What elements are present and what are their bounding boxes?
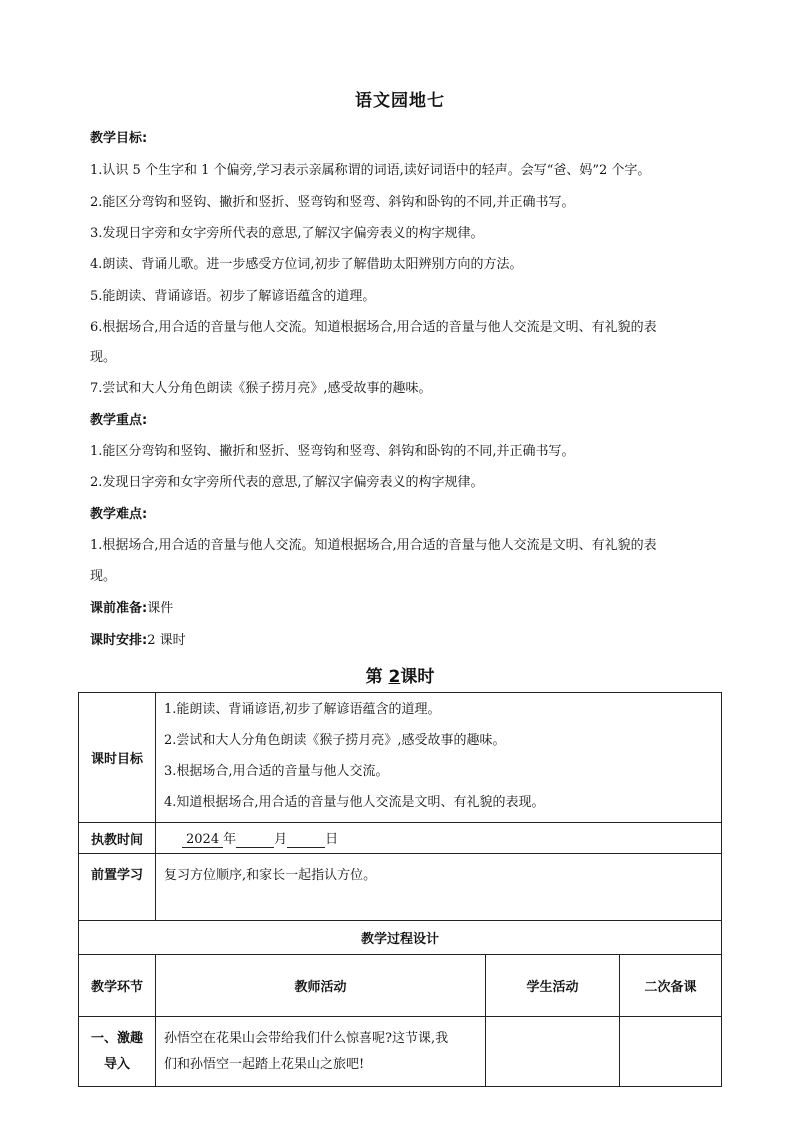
objective-2: 2.能区分弯钩和竖钩、撇折和竖折、竖弯钩和竖弯、斜钩和卧钩的不同,并正确书写。	[90, 195, 575, 210]
lesson-plan-table	[78, 692, 722, 1087]
header-notes: 二次备课	[620, 955, 722, 1017]
schedule-line	[90, 629, 186, 648]
difficulties-heading: 教学难点:	[90, 507, 148, 522]
stage-line-2: 导入	[103, 1056, 130, 1072]
second-prep-cell	[620, 1017, 722, 1087]
goal-3: 3.根据场合,用合适的音量与他人交流。	[164, 764, 389, 779]
objective-5: 5.能朗读、背诵谚语。初步了解谚语蕴含的道理。	[90, 289, 376, 304]
key-point-1: 1.能区分弯钩和竖钩、撇折和竖折、竖弯钩和竖弯、斜钩和卧钩的不同,并正确书写。	[90, 444, 575, 459]
lesson-prefix: 第	[365, 667, 383, 687]
pre-study-row	[79, 854, 722, 921]
objective-1: 1.认识 5 个生字和 1 个偏旁,学习表示亲属称谓的词语,读好词语中的轻声。会写“爸、妈”2 个字。	[90, 163, 651, 178]
objective-7: 7.尝试和大人分角色朗读《猴子捞月亮》,感受故事的趣味。	[90, 381, 432, 396]
prep-label: 课前准备:	[90, 601, 148, 616]
pre-study-label: 前置学习	[79, 854, 156, 921]
goal-1: 1.能朗读、背诵谚语,初步了解谚语蕴含的道理。	[164, 702, 441, 717]
header-student: 学生活动	[486, 955, 620, 1017]
key-point-2: 2.发现日字旁和女字旁所代表的意思,了解汉字偏旁表义的构字规律。	[90, 475, 484, 490]
goals-label: 课时目标	[79, 693, 156, 823]
process-title-row	[79, 921, 722, 955]
lesson-number: 2	[388, 667, 401, 687]
schedule-value: 2 课时	[147, 633, 186, 648]
header-teacher: 教师活动	[156, 955, 486, 1017]
header-stage: 教学环节	[79, 955, 156, 1017]
lesson-suffix: 课时	[400, 667, 435, 687]
goals-cell	[156, 693, 722, 823]
document-title: 语文园地七	[355, 91, 445, 111]
stage-cell	[79, 1017, 156, 1087]
teacher-line-2: 们和孙悟空一起踏上花果山之旅吧!	[164, 1056, 365, 1072]
year-unit: 年	[223, 832, 237, 847]
objective-3: 3.发现日字旁和女字旁所代表的意思,了解汉字偏旁表义的构字规律。	[90, 226, 484, 241]
schedule-label: 课时安排:	[90, 633, 148, 648]
objective-4: 4.朗读、背诵儿歌。进一步感受方位词,初步了解借助太阳辨别方向的方法。	[90, 257, 523, 272]
month-unit: 月	[274, 832, 288, 847]
goal-4: 4.知道根据场合,用合适的音量与他人交流是文明、有礼貌的表现。	[164, 795, 545, 810]
time-row	[79, 823, 722, 854]
lesson-title	[0, 662, 800, 687]
teacher-activity-cell	[156, 1017, 486, 1087]
day-unit: 日	[325, 832, 339, 847]
prep-line	[90, 597, 173, 616]
teacher-line-1: 孙悟空在花果山会带给我们什么惊喜呢?这节课,我	[164, 1030, 449, 1046]
student-activity-cell	[486, 1017, 620, 1087]
time-label: 执教时间	[79, 823, 156, 854]
prep-value: 课件	[147, 601, 174, 616]
table-row	[79, 1017, 722, 1087]
goals-row	[79, 693, 722, 823]
header-row	[79, 955, 722, 1017]
difficulty-1: 1.根据场合,用合适的音量与他人交流。知道根据场合,用合适的音量与他人交流是文明、有礼貌的表	[90, 538, 657, 553]
pre-study-text: 复习方位顺序,和家长一起指认方位。	[156, 854, 722, 921]
year-value: 2024	[182, 832, 223, 848]
day-blank	[287, 832, 325, 848]
key-points-heading: 教学重点:	[90, 413, 148, 428]
month-blank	[236, 832, 274, 848]
goal-2: 2.尝试和大人分角色朗读《猴子捞月亮》,感受故事的趣味。	[164, 733, 506, 748]
objectives-heading: 教学目标:	[90, 131, 148, 146]
difficulty-1-cont: 现。	[90, 569, 117, 584]
objective-6-cont: 现。	[90, 350, 117, 365]
stage-line-1: 一、激趣	[90, 1030, 143, 1046]
time-cell	[156, 823, 722, 854]
objective-6: 6.根据场合,用合适的音量与他人交流。知道根据场合,用合适的音量与他人交流是文明、有礼貌的表	[90, 320, 657, 335]
process-title: 教学过程设计	[79, 921, 722, 955]
